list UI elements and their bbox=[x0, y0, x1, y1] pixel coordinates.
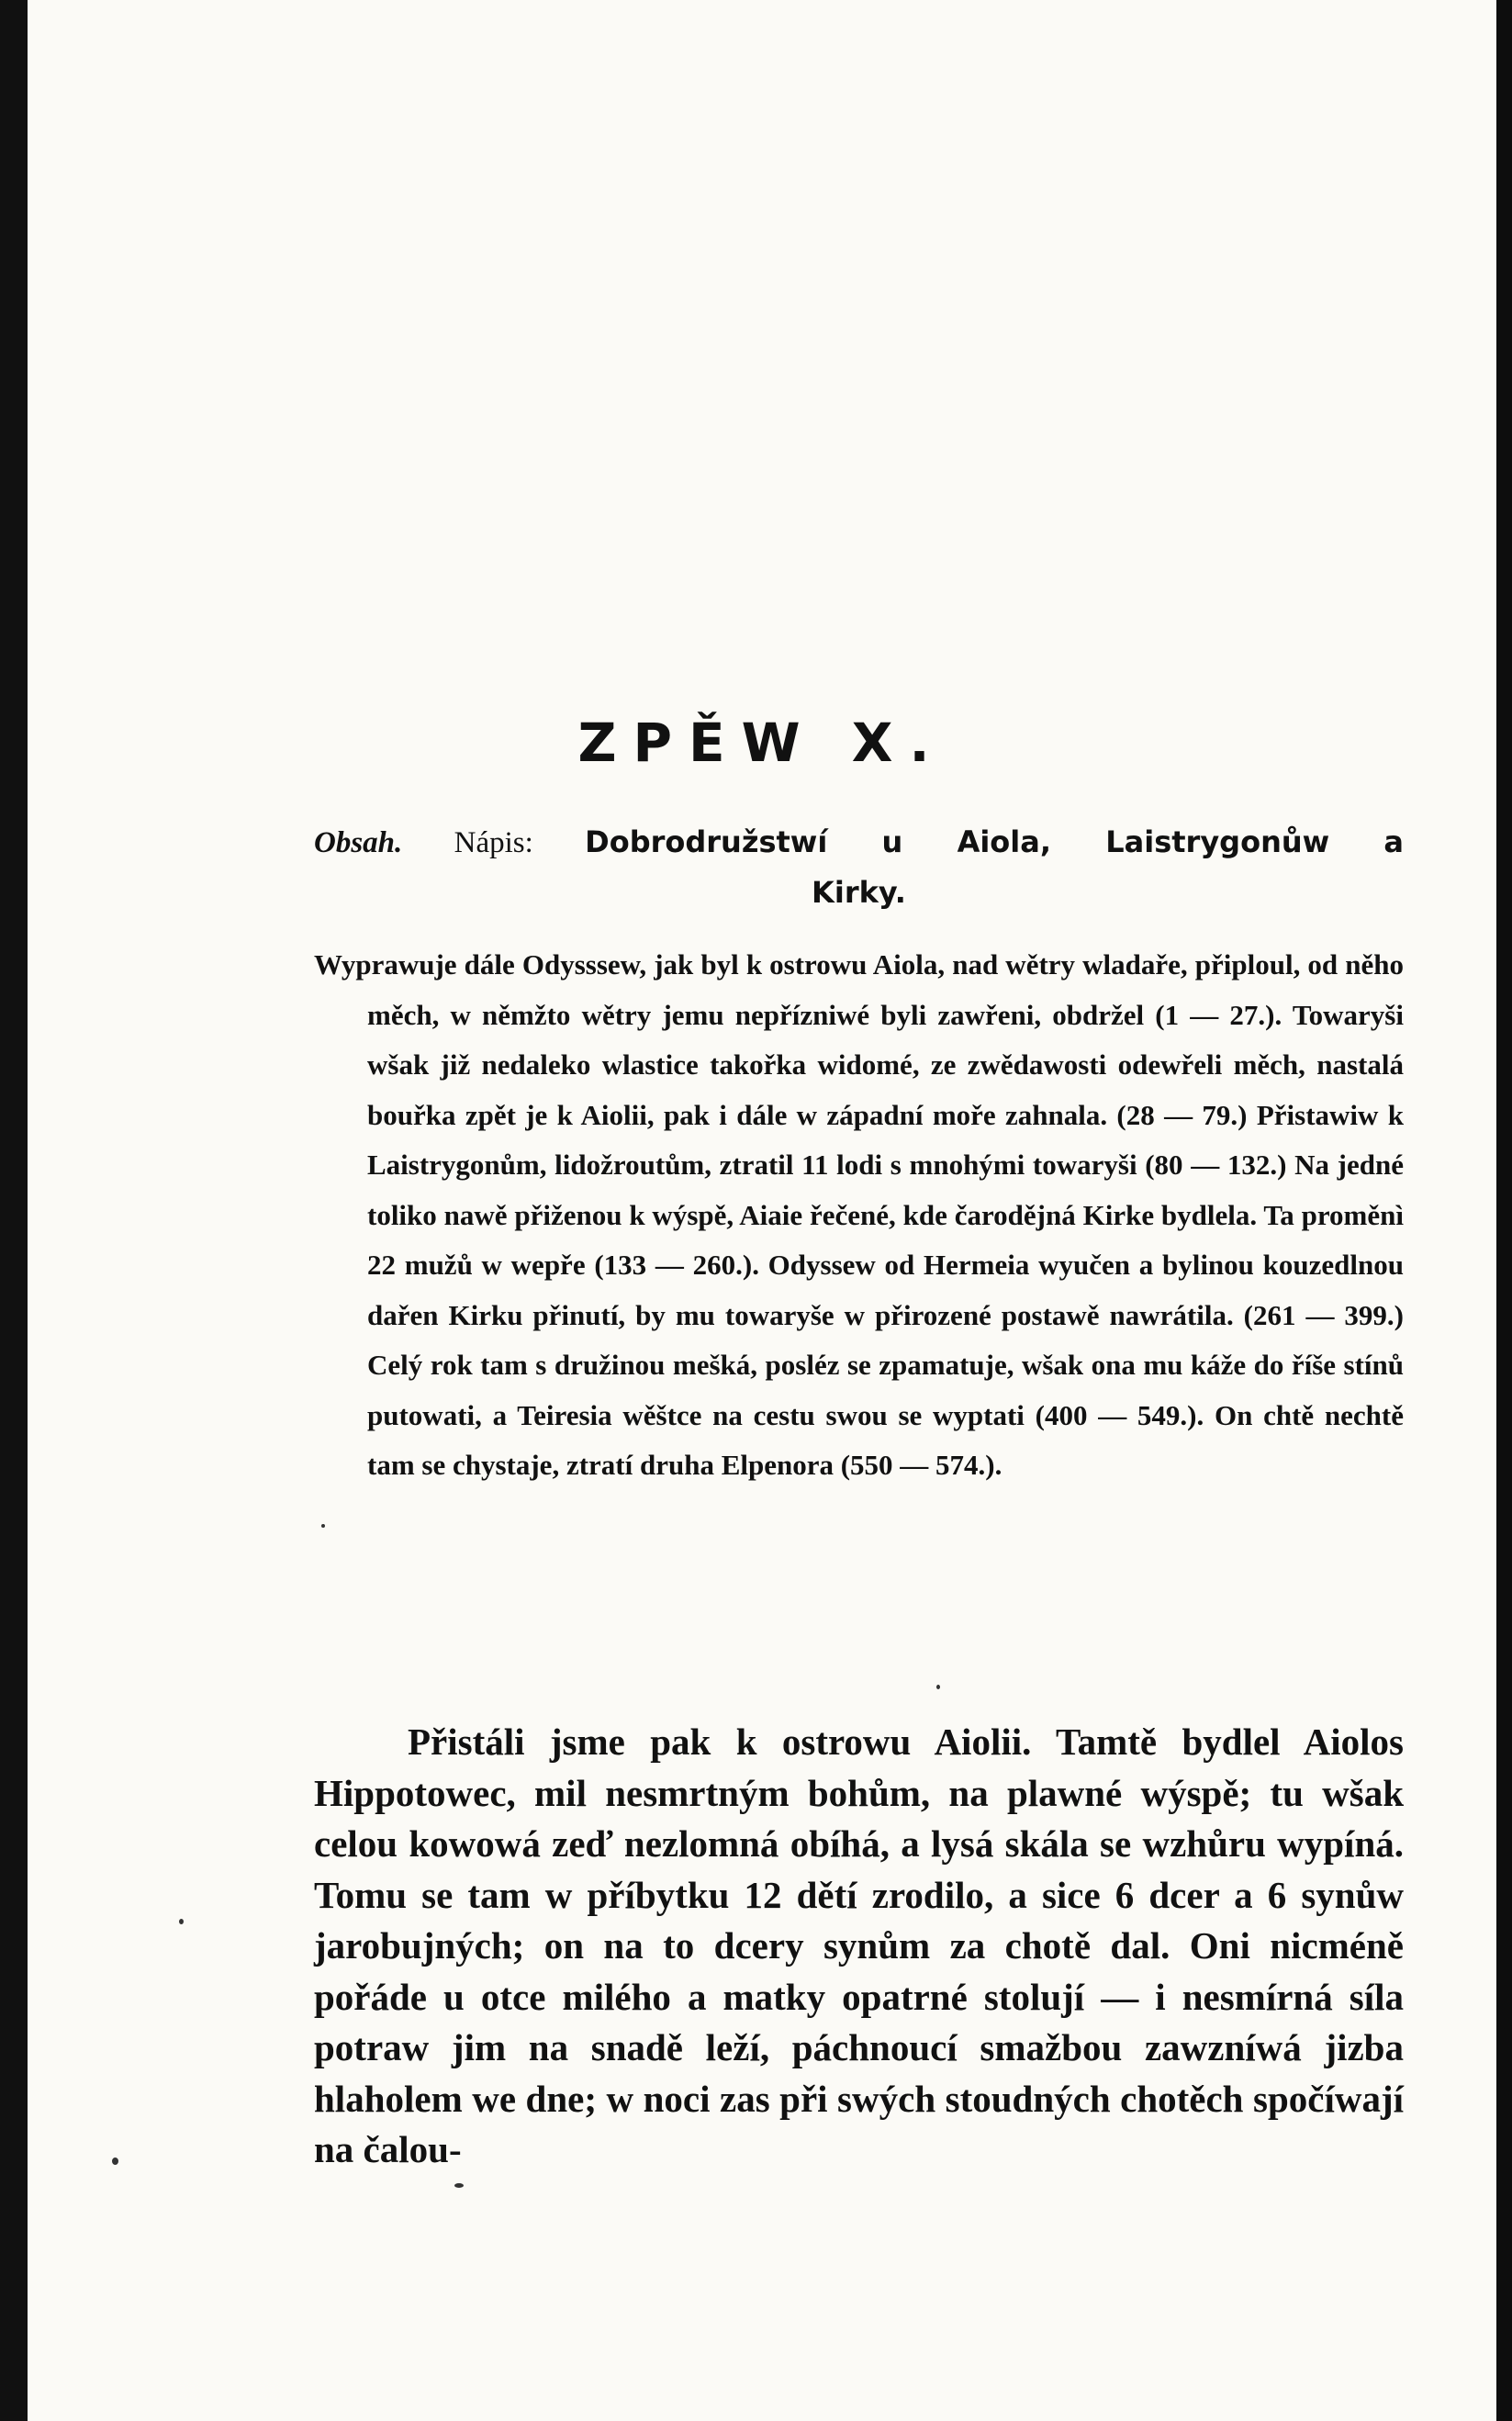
chapter-heading: ZPĚW X. bbox=[577, 712, 946, 774]
chapter-summary bbox=[314, 817, 1404, 1491]
napis-label: Nápis: bbox=[454, 826, 533, 859]
summary-title-line2 bbox=[314, 868, 1404, 918]
summary-text-block bbox=[314, 940, 1404, 1491]
bleed-through-texture bbox=[275, 188, 1414, 236]
summary-text: Wyprawuje dále Odysssew, jak byl k ostrowu Aiola, nad wětry wladaře, připloul, od něho měch, w němžto wětry jemu nepřízniwé byli zawřeni, obdržel (1 — 27.). Towaryši wšak již nedaleko wlastice takořka widomé, ze zwědawosti odewřeli měch, nastalá bouřka zpět je k Aiolii, pak i dále w západní moře zahnala. (28 — 79.) Přistawiw k Laistrygonům, lidožroutům, ztratil 11 lodi s mnohými towaryši (80 — 132.) Na jedné toliko nawě přiženou k wýspě, Aiaie řečené, kde čarodějná Kirke bydlela. Ta proměnì 22 mužů w wepře (133 — 260.). Odyssew od Hermeia wyučen a bylinou kouzedlnou dařen Kirku přinutí, by mu towaryše w přirozené postawě nawrátila. (261 — 399.) Celý rok tam s družinou mešká, posléz se zpamatuje, wšak ona mu káže do říše stínů putowati, a Teiresia wěštce na cestu swou se wyptati (400 — 549.). On chtě nechtě tam se chystaje, ztratí druha Elpenora (550 — 574.). bbox=[314, 948, 1404, 1481]
book-page bbox=[28, 0, 1496, 2421]
summary-title-line bbox=[314, 817, 1404, 868]
summary-label: Obsah. bbox=[314, 826, 403, 859]
main-paragraph: Přistáli jsme pak k ostrowu Aiolii. Tamtě bydlel Aiolos Hippotowec, mil nesmrtným bohům, na plawné wýspě; tu wšak celou kowowá zeď nezlomná obíhá, a lysá skála se wzhůru wypíná. Tomu se tam w příbytku 12 dětí zrodilo, a sice 6 dcer a 6 synůw jarobujných; on na to dcery synům za chotě dal. Oni nicméně pořáde u otce milého a matky opatrné stolují — i nesmírná síla potraw jim na snadě leží, páchnoucí smažbou zawzníwá jizba hlaholem we dne; w noci zas při swých stoudných chotěch spočíwají na čalou- bbox=[314, 1720, 1404, 2170]
summary-title-part1: Dobrodružstwí u Aiola, Laistrygonůw a bbox=[585, 824, 1405, 859]
main-text bbox=[314, 1717, 1404, 2176]
scan-border-left bbox=[0, 0, 28, 2421]
summary-title-part2: Kirky. bbox=[812, 875, 906, 910]
scan-border-right bbox=[1496, 0, 1512, 2421]
